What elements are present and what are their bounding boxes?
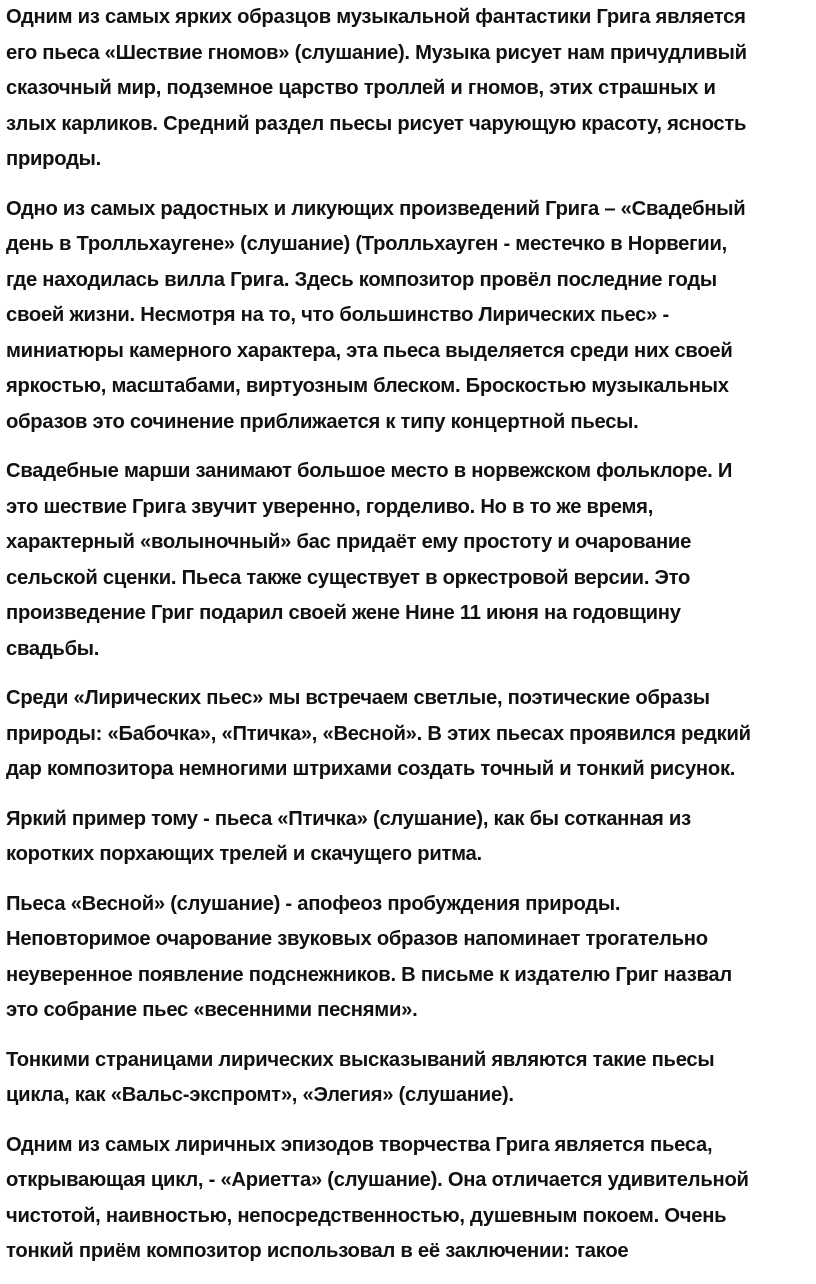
text-line: это шествие Грига звучит уверенно, горделиво. Но в то же время, — [6, 495, 654, 518]
paragraph-wedding-marches — [6, 454, 812, 667]
paragraph-spring — [6, 887, 812, 1029]
text-line: день в Тролльхаугене» (слушание) (Тролльхауген - местечко в Норвегии, — [6, 233, 727, 255]
text-line: Неповторимое очарование звуковых образов напоминает трогательно — [6, 928, 708, 950]
text-line: неуверенное появление подснежников. В письме к издателю Григ назвал — [6, 963, 732, 986]
text-line: свадьбы. — [6, 637, 100, 660]
text-line: Одним из самых лиричных эпизодов творчества Грига является пьеса, — [6, 1133, 713, 1156]
paragraph-nature-images — [6, 681, 812, 788]
document-page — [6, 0, 812, 1284]
text-line: сказочный мир, подземное царство троллей и гномов, этих страшных и — [6, 77, 716, 99]
text-line: где находилась вилла Грига. Здесь композитор провёл последние годы — [6, 268, 717, 291]
text-line: природы: «Бабочка», «Птичка», «Весной». В этих пьесах проявился редкий — [6, 722, 751, 745]
text-line: чистотой, наивностью, непосредственностью, душевным покоем. Очень — [6, 1204, 727, 1227]
paragraph-wedding-day — [6, 192, 812, 441]
text-line: тонкий приём композитор использовал в её заключении: такое — [6, 1240, 629, 1262]
text-line: это собрание пьес «весенними песнями». — [6, 999, 418, 1021]
text-line: злых карликов. Средний раздел пьесы рисует чарующую красоту, ясность — [6, 112, 747, 135]
text-line: Одно из самых радостных и ликующих произведений Грига – «Свадебный — [6, 197, 746, 220]
text-line: яркостью, масштабами, виртуозным блеском. Броскостью музыкальных — [6, 375, 729, 397]
text-line: природы. — [6, 148, 101, 170]
text-line: коротких порхающих трелей и скачущего ритма. — [6, 843, 482, 865]
text-line: миниатюры камерного характера, эта пьеса выделяется среди них своей — [6, 339, 733, 362]
text-line: характерный «волыночный» бас придаёт ему простоту и очарование — [6, 531, 692, 553]
text-line: Среди «Лирических пьес» мы встречаем светлые, поэтические образы — [6, 687, 710, 709]
text-line: открывающая цикл, - «Ариетта» (слушание). Она отличается удивительной — [6, 1169, 749, 1191]
text-line: цикла, как «Вальс-экспромт», «Элегия» (слушание). — [6, 1084, 514, 1106]
paragraph-little-bird — [6, 802, 812, 873]
text-line: произведение Григ подарил своей жене Нине 11 июня на годовщину — [6, 602, 681, 624]
text-line: Яркий пример тому - пьеса «Птичка» (слушание), как бы сотканная из — [6, 807, 691, 830]
text-line: Одним из самых ярких образцов музыкальной фантастики Грига является — [6, 6, 746, 28]
text-line: дар композитора немногими штрихами создать точный и тонкий рисунок. — [6, 758, 736, 780]
paragraph-gnomes-march — [6, 0, 812, 178]
text-line: Тонкими страницами лирических высказываний являются такие пьесы — [6, 1048, 715, 1071]
text-line: Свадебные марши занимают большое место в норвежском фольклоре. И — [6, 460, 733, 482]
text-line: своей жизни. Несмотря на то, что большинство Лирических пьес» - — [6, 304, 669, 326]
paragraph-lyrical-pages — [6, 1043, 812, 1114]
text-line: сельской сценки. Пьеса также существует в оркестровой версии. Это — [6, 566, 691, 589]
text-line: образов это сочинение приближается к типу концертной пьесы. — [6, 410, 639, 433]
text-line: его пьеса «Шествие гномов» (слушание). Музыка рисует нам причудливый — [6, 41, 747, 64]
paragraph-arietta — [6, 1128, 812, 1270]
text-line: Пьеса «Весной» (слушание) - апофеоз пробуждения природы. — [6, 892, 621, 915]
